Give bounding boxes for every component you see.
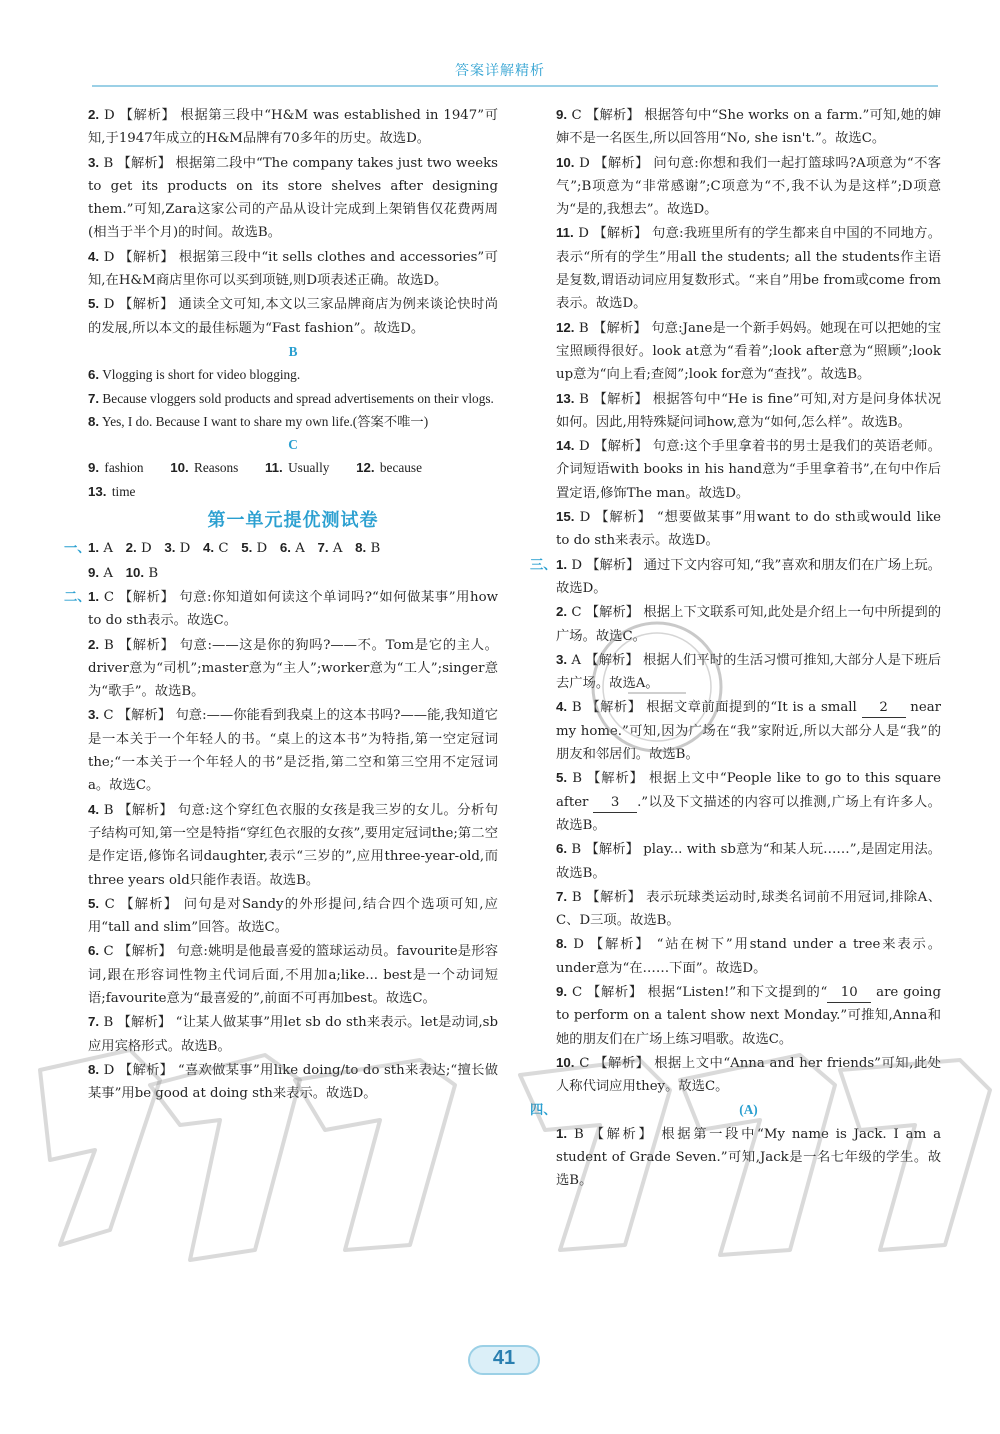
header-rule (92, 85, 938, 87)
section-c-heading: C (288, 437, 298, 453)
answer-item: 10. C 【解析】 根据上文中“Anna and her friends”可知,此处人称代词应用they。故选C。 (556, 1054, 941, 1095)
answer-item: 15. D 【解析】 “想要做某事”用want to do sth或would like to do sth来表示。故选D。 (556, 509, 941, 549)
answer-item: 8. D 【解析】 “站在树下”用stand under a tree来表示。under意为“在……下面”。故选D。 (556, 936, 941, 976)
answer-item: 6. B 【解析】 play... with sb意为“和某人玩……”,是固定用法。故选B。 (556, 841, 941, 881)
answer-item: 5. B 【解析】 根据上文中“People like to go to this square after 3 .”以及下文描述的内容可以推测,广场上有许多人。故选B。 (556, 770, 941, 833)
part-one-answers: 一、 1. A 2. D 3. D 4. C 5. D 6. A 7. A 8. B 9. A 10. B (88, 536, 498, 585)
left-column (64, 103, 499, 1105)
answer-item: 14. D 【解析】 句意:这个手里拿着书的男士是我们的英语老师。介词短语with books in his hand意为“手里拿着书”,在句中作后置定语,修饰The man。故选D。 (556, 438, 941, 501)
part-four-label: 四、 (530, 1102, 557, 1118)
page-header (0, 0, 1000, 100)
answer-item: 12. B 【解析】 句意:Jane是一个新手妈妈。她现在可以把她的宝宝照顾得很好。look at意为“看着”;look after意为“照顾”;look up意为“向上看;查阅”;look for意为“查找”。故选B。 (556, 319, 941, 383)
answer-item: 8. D 【解析】 “喜欢做某事”用like doing/to do sth来表达;“擅长做某事”用be good at doing sth来表示。故选D。 (88, 1061, 498, 1102)
answer-item: 1. B 【解析】 根据第一段中“My name is Jack. I am a student of Grade Seven.”可知,Jack是一名七年级的学生。故选B。 (556, 1125, 941, 1189)
answer-item: 5. C 【解析】 问句是对Sandy的外形提问,结合四个选项可知,应用“tall and slim”回答。故选C。 (88, 895, 498, 936)
header-title: 答案详解精析 (455, 63, 545, 79)
answer-item: 7. Because vloggers sold products and spread advertisements on their vlogs. (88, 390, 494, 406)
blank-number: 10 (827, 984, 871, 1003)
answer-item: 10. D 【解析】 问句意:你想和我们一起打篮球吗?A项意为“不客气”;B项意为“非常感谢”;C项意为“不,我不认为是这样”;D项意为“是的,我想去”。故选D。 (556, 154, 941, 218)
answer-item: 3. B 【解析】 根据第二段中“The company takes just two weeks to get its products on its store shelves after designing them.”可知,Zara这家公司的产品从设计完成到上架销售仅花费两周(相当于半个月)的时间。故选B。 (88, 154, 498, 241)
answer-item: 2. C 【解析】 根据上下文联系可知,此处是介绍上一句中所提到的广场。故选C。 (556, 604, 941, 644)
page-number (468, 1345, 540, 1375)
answer-item: 3. A 【解析】 根据人们平时的生活习惯可推知,大部分人是下班后去广场。故选A。 (556, 651, 941, 692)
answer-item: 6. Vlogging is short for video blogging. (88, 367, 301, 383)
answer-item: 7. B 【解析】 表示玩球类运动时,球类名词前不用冠词,排除A、C、D三项。故选B。 (556, 888, 941, 929)
answer-item: 二、 1. C 【解析】 句意:你知道如何读这个单词吗?“如何做某事”用how to do sth表示。故选C。 (88, 585, 498, 633)
answer-item: 三、 1. D 【解析】 通过下文内容可知,“我”喜欢和朋友们在广场上玩。故选D。 (556, 553, 941, 601)
answer-item: 4. B 【解析】 句意:这个穿红色衣服的女孩是我三岁的女儿。分析句子结构可知,第一空是特指“穿红色衣服的女孩”,要用定冠词the;第二空是作定语,修饰名词daughter,表示“三岁的”,应用three-year-old,而three years old只能作表语。故选B。 (88, 801, 498, 888)
answer-item: 11. D 【解析】 句意:我班里所有的学生都来自中国的不同地方。表示“所有的学生”用all the students; all the students作主语是复数,谓语动词应用复数形式。“来自”用be from或come from表示。故选D。 (556, 225, 942, 312)
blank-number: 2 (862, 699, 906, 718)
answer-row: 9. fashion 10. Reasons 11. Usually 12. because 13. time (88, 460, 422, 499)
unit-title: 第一单元提优测试卷 (207, 510, 379, 532)
answer-item: 4. B 【解析】 根据文章前面提到的“It is a small 2 near my home.”可知,因为广场在“我”家附近,所以大部分人是“我”的朋友和邻居们。故选B。 (556, 699, 941, 763)
answer-item: 4. D 【解析】 根据第三段中“it sells clothes and accessories”可知,在H&M商店里你可以买到项链,则D项表述正确。故选D。 (88, 248, 498, 289)
part-three-label: 三、 (530, 556, 557, 572)
answer-item: 8. Yes, I do. Because I want to share my own life.(答案不唯一) (88, 413, 429, 429)
answer-item: 5. D 【解析】 通读全文可知,本文以三家品牌商店为例来谈论快时尚的发展,所以本文的最佳标题为“Fast fashion”。故选D。 (88, 296, 498, 336)
answer-item: 6. C 【解析】 句意:姚明是他最喜爱的篮球运动员。favourite是形容词,跟在形容词性物主代词后面,不用加a;like... best是一个动词短语;favourite意为“最喜爱的”,前面不可再加best。故选C。 (88, 943, 499, 1006)
part-one-label: 一、 (64, 540, 91, 556)
right-column (530, 103, 942, 1193)
answer-item: 7. B 【解析】 “让某人做某事”用let sb do sth来表示。let是动词,sb应用宾格形式。故选B。 (88, 1014, 499, 1054)
section-b-heading: B (288, 343, 298, 359)
page-number-text: 41 (492, 1347, 516, 1369)
answer-item: 9. C 【解析】 根据答句中“She works on a farm.”可知,她的婶婶不是一名医生,所以回答用“No, she isn't.”。故选C。 (556, 107, 941, 147)
answer-item: 9. C 【解析】 根据“Listen!”和下文提到的“ 10 are going to perform on a talent show next Monday.”可推知,Anna和她的朋友们在广场上练习唱歌。故选C。 (556, 983, 942, 1047)
part-two-label: 二、 (64, 588, 91, 604)
answer-item: 2. D 【解析】 根据第三段中“H&M was established in 1947”可知,于1947年成立的H&M品牌有70多年的历史。故选D。 (88, 107, 498, 147)
blank-number: 3 (593, 794, 637, 813)
part-four-heading: 四、 (A) (556, 1098, 941, 1121)
answer-item: 2. B 【解析】 句意:——这是你的狗吗?——不。Tom是它的主人。driver意为“司机”;master意为“主人”;worker意为“工人”;singer意为“歌手”。故选B。 (88, 636, 498, 700)
answer-item: 3. C 【解析】 句意:——你能看到我桌上的这本书吗?——能,我知道它是一本关于一个年轻人的书。“桌上的这本书”为特指,第一空定冠词the;“一本关于一个年轻人的书”是泛指,第二空和第三空用不定冠词a。故选C。 (88, 707, 498, 794)
answer-item: 13. B 【解析】 根据答句中“He is fine”可知,对方是问身体状况如何。因此,用特殊疑问词how,意为“如何,怎么样”。故选B。 (556, 390, 942, 430)
